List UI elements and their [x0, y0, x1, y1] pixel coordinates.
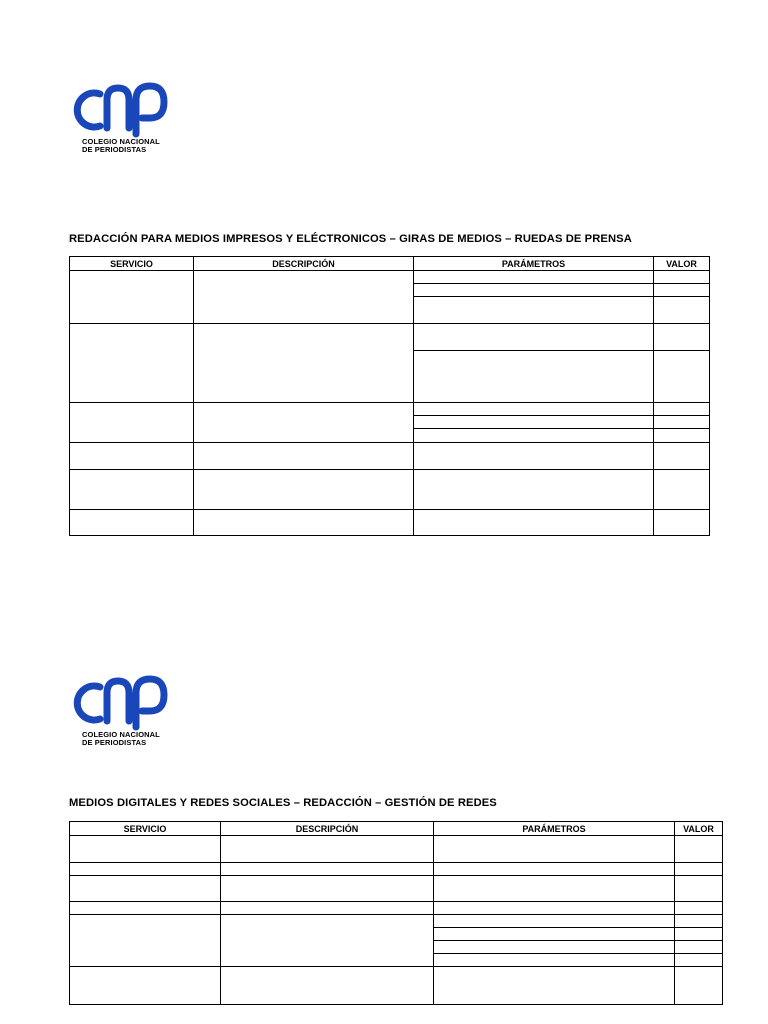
descripcion-cell[interactable] — [221, 902, 434, 915]
parametros-cell[interactable] — [414, 429, 654, 443]
descripcion-cell[interactable] — [221, 876, 434, 902]
table-header-row — [70, 822, 723, 836]
col-header-servicio: SERVICIO — [70, 822, 221, 836]
table-row — [70, 443, 710, 470]
servicio-cell[interactable] — [70, 510, 194, 536]
parametros-cell[interactable] — [414, 324, 654, 351]
parametros-cell[interactable] — [414, 351, 654, 403]
servicio-cell[interactable] — [70, 470, 194, 510]
servicio-cell[interactable] — [70, 967, 221, 1005]
valor-cell[interactable] — [654, 429, 710, 443]
valor-cell[interactable] — [675, 902, 723, 915]
descripcion-cell[interactable] — [194, 470, 414, 510]
col-header-parametros: PARÁMETROS — [434, 822, 675, 836]
valor-cell[interactable] — [654, 297, 710, 324]
parametros-cell[interactable] — [434, 836, 675, 863]
services-table-print — [69, 256, 710, 536]
table-row — [70, 836, 723, 863]
table-row — [70, 470, 710, 510]
valor-cell[interactable] — [654, 416, 710, 429]
logo-text — [82, 138, 180, 154]
parametros-cell[interactable] — [414, 271, 654, 284]
descripcion-cell[interactable] — [221, 915, 434, 967]
descripcion-cell[interactable] — [194, 510, 414, 536]
col-header-descripcion: DESCRIPCIÓN — [221, 822, 434, 836]
parametros-cell[interactable] — [414, 470, 654, 510]
descripcion-cell[interactable] — [194, 403, 414, 443]
valor-cell[interactable] — [654, 470, 710, 510]
table-row — [70, 915, 723, 928]
valor-cell[interactable] — [675, 863, 723, 876]
parametros-cell[interactable] — [434, 954, 675, 967]
parametros-cell[interactable] — [434, 902, 675, 915]
servicio-cell[interactable] — [70, 324, 194, 403]
logo-text — [82, 731, 180, 747]
cnp-logo-mark — [70, 673, 170, 731]
parametros-cell[interactable] — [434, 863, 675, 876]
table-row — [70, 324, 710, 351]
valor-cell[interactable] — [675, 915, 723, 928]
table-row — [70, 863, 723, 876]
descripcion-cell[interactable] — [194, 271, 414, 324]
col-header-descripcion: DESCRIPCIÓN — [194, 257, 414, 271]
valor-cell[interactable] — [675, 876, 723, 902]
servicio-cell[interactable] — [70, 902, 221, 915]
section2-heading: MEDIOS DIGITALES Y REDES SOCIALES – REDACCIÓN – GESTIÓN DE REDES — [69, 797, 497, 809]
table-row — [70, 510, 710, 536]
parametros-cell[interactable] — [434, 915, 675, 928]
parametros-cell[interactable] — [434, 876, 675, 902]
valor-cell[interactable] — [675, 941, 723, 954]
logo-line-2: DE PERIODISTAS — [82, 145, 147, 154]
table-row — [70, 403, 710, 416]
table-header-row — [70, 257, 710, 271]
table-row — [70, 271, 710, 284]
logo-line-1: COLEGIO NACIONAL — [82, 137, 160, 146]
valor-cell[interactable] — [675, 967, 723, 1005]
parametros-cell[interactable] — [414, 416, 654, 429]
section1-heading: REDACCIÓN PARA MEDIOS IMPRESOS Y ELÉCTRONICOS – GIRAS DE MEDIOS – RUEDAS DE PRENSA — [69, 233, 632, 245]
servicio-cell[interactable] — [70, 403, 194, 443]
cnp-logo — [70, 80, 180, 154]
col-header-servicio: SERVICIO — [70, 257, 194, 271]
servicio-cell[interactable] — [70, 836, 221, 863]
logo-line-2: DE PERIODISTAS — [82, 738, 147, 747]
servicio-cell[interactable] — [70, 876, 221, 902]
table-row — [70, 876, 723, 902]
valor-cell[interactable] — [675, 836, 723, 863]
valor-cell[interactable] — [654, 324, 710, 351]
parametros-cell[interactable] — [414, 443, 654, 470]
valor-cell[interactable] — [654, 351, 710, 403]
servicio-cell[interactable] — [70, 915, 221, 967]
parametros-cell[interactable] — [414, 297, 654, 324]
parametros-cell[interactable] — [434, 941, 675, 954]
descripcion-cell[interactable] — [221, 967, 434, 1005]
col-header-parametros: PARÁMETROS — [414, 257, 654, 271]
valor-cell[interactable] — [654, 443, 710, 470]
valor-cell[interactable] — [654, 403, 710, 416]
parametros-cell[interactable] — [414, 284, 654, 297]
services-table-digital — [69, 821, 723, 1005]
servicio-cell[interactable] — [70, 271, 194, 324]
table-row — [70, 967, 723, 1005]
parametros-cell[interactable] — [434, 928, 675, 941]
parametros-cell[interactable] — [414, 510, 654, 536]
table-row — [70, 902, 723, 915]
logo-line-1: COLEGIO NACIONAL — [82, 730, 160, 739]
cnp-logo-mark — [70, 80, 170, 138]
descripcion-cell[interactable] — [221, 863, 434, 876]
valor-cell[interactable] — [654, 271, 710, 284]
descripcion-cell[interactable] — [194, 324, 414, 403]
parametros-cell[interactable] — [434, 967, 675, 1005]
valor-cell[interactable] — [654, 284, 710, 297]
valor-cell[interactable] — [675, 928, 723, 941]
parametros-cell[interactable] — [414, 403, 654, 416]
valor-cell[interactable] — [654, 510, 710, 536]
servicio-cell[interactable] — [70, 443, 194, 470]
valor-cell[interactable] — [675, 954, 723, 967]
descripcion-cell[interactable] — [221, 836, 434, 863]
descripcion-cell[interactable] — [194, 443, 414, 470]
servicio-cell[interactable] — [70, 863, 221, 876]
cnp-logo — [70, 673, 180, 747]
col-header-valor: VALOR — [675, 822, 723, 836]
col-header-valor: VALOR — [654, 257, 710, 271]
